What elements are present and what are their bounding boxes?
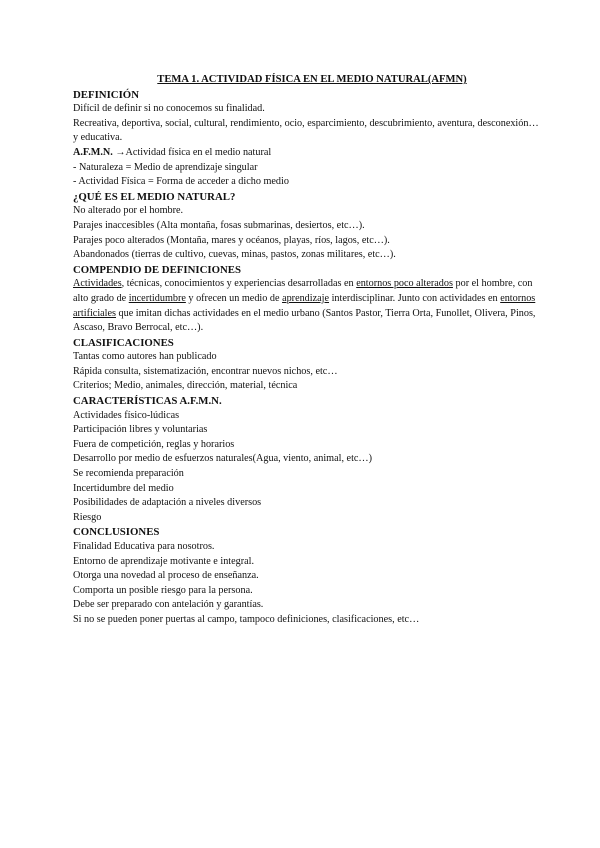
conclusion-item: Entorno de aprendizaje motivante e integral. — [73, 555, 255, 567]
conclusion-item: Comporta un posible riesgo para la persona. — [73, 584, 253, 596]
caracteristica-item: Incertidumbre del medio — [73, 482, 174, 494]
compendio-text-5: que imitan dichas actividades en el medio urbano (Santos Pastor, Tierra Orta, Funollet, Olivera, Pinos, Ascaso, Bravo Berrocal, etc…). — [73, 307, 536, 334]
compendio-text-1: , técnicas, conocimientos y experiencias desarrolladas en — [121, 278, 357, 290]
medio-line-3: Parajes poco alterados (Montaña, mares y océanos, playas, ríos, lagos, etc…). — [73, 234, 390, 246]
compendio-text-3: y ofrecen un medio de — [185, 292, 283, 304]
document-title: TEMA 1. ACTIVIDAD FÍSICA EN EL MEDIO NATURAL(AFMN) — [157, 74, 467, 85]
heading-compendio: COMPENDIO DE DEFINICIONES — [73, 263, 241, 276]
caracteristica-item: Posibilidades de adaptación a niveles diversos — [73, 497, 262, 509]
heading-caracteristicas: CARACTERÍSTICAS A.F.M.N. — [73, 395, 222, 408]
term-aprendizaje: aprendizaje — [282, 292, 330, 304]
term-actividades: Actividades — [73, 278, 122, 290]
conclusion-item: Finalidad Educativa para nosotros. — [73, 541, 215, 552]
definicion-line-2: Recreativa, deportiva, social, cultural, rendimiento, ocio, esparcimiento, descubrimiento, aventura, desconexión… y educativa. — [73, 117, 539, 144]
definicion-item-2: - Actividad Física = Forma de acceder a dicho medio — [73, 176, 289, 188]
clasificaciones-line-1: Tantas como autores han publicado — [73, 351, 217, 363]
caracteristica-item: Actividades físico-lúdicas — [73, 409, 180, 421]
conclusion-item: Otorga una novedad al proceso de enseñanza. — [73, 570, 259, 582]
clasificaciones-line-2: Rápida consulta, sistematización, encontrar nuevos nichos, etc… — [73, 365, 338, 377]
term-entornos-artificiales: entornos artificiales — [73, 292, 536, 319]
conclusion-item: Debe ser preparado con antelación y garantías. — [73, 599, 264, 611]
caracteristica-item: Desarrollo por medio de esfuerzos naturales(Agua, viento, animal, etc…) — [73, 453, 373, 465]
heading-medio-natural: ¿QUÉ ES EL MEDIO NATURAL? — [73, 190, 236, 203]
afmn-label: A.F.M.N. — [73, 146, 113, 158]
heading-conclusiones: CONCLUSIONES — [73, 526, 160, 539]
afmn-definition — [73, 146, 543, 161]
caracteristica-item: Se recomienda preparación — [73, 468, 184, 480]
definicion-item-1: - Naturaleza = Medio de aprendizaje singular — [73, 161, 258, 173]
term-incertidumbre: incertidumbre — [128, 292, 186, 304]
heading-clasificaciones: CLASIFICACIONES — [73, 336, 174, 349]
term-entornos-poco-alterados: entornos poco alterados — [356, 278, 453, 290]
caracteristica-item: Participación libres y voluntarias — [73, 424, 208, 436]
medio-line-4: Abandonados (tierras de cultivo, cuevas, minas, pastos, zonas militares, etc…). — [73, 249, 396, 261]
caracteristica-item: Fuera de competición, reglas y horarios — [73, 438, 235, 450]
definicion-line-1: Difícil de definir si no conocemos su finalidad. — [73, 103, 265, 115]
compendio-text-4: interdisciplinar. Junto con actividades en — [329, 292, 501, 304]
caracteristica-item: Riesgo — [73, 511, 102, 523]
document-body — [73, 73, 543, 628]
medio-line-2: Parajes inaccesibles (Alta montaña, fosas submarinas, desiertos, etc…). — [73, 219, 365, 231]
medio-line-1: No alterado por el hombre. — [73, 205, 184, 217]
conclusion-item: Si no se pueden poner puertas al campo, tampoco definiciones, clasificaciones, etc… — [73, 613, 420, 625]
clasificaciones-line-3: Criterios; Medio, animales, dirección, material, técnica — [73, 380, 298, 392]
heading-definicion: DEFINICIÓN — [73, 88, 139, 101]
afmn-text: →Actividad física en el medio natural — [112, 146, 272, 158]
compendio-text-2: por el hombre, con alto grado de — [73, 278, 533, 304]
compendio-paragraph — [73, 277, 543, 335]
